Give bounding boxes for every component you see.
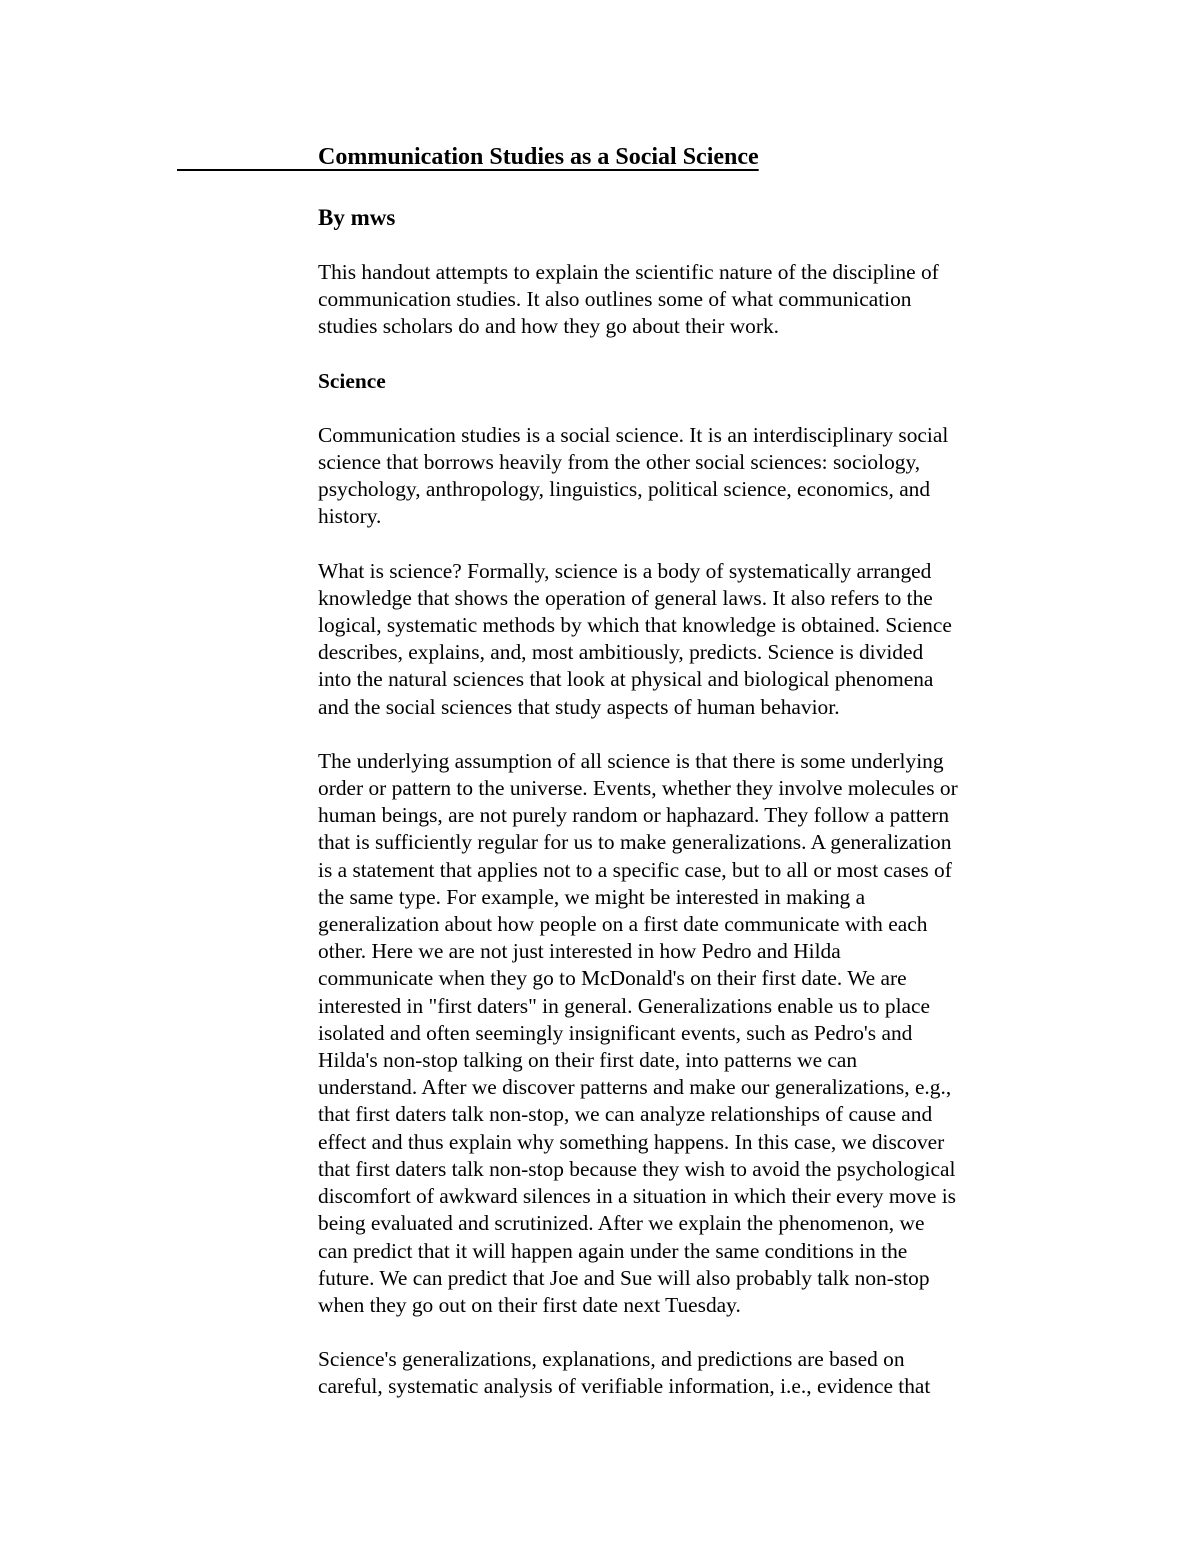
author-byline: By mws: [318, 205, 396, 230]
intro-paragraph: This handout attempts to explain the scientific nature of the discipline of communication studies. It also outlines some of what communication studies scholars do and how they go about their work.: [318, 260, 939, 339]
body-paragraph-2: What is science? Formally, science is a body of systematically arranged knowledge that shows the operation of general laws. It also refers to the logical, systematic methods by which that knowledge is obtained. Science describes, explains, and, most ambitiously, predicts. Science is divided into the natural sciences that look at physical and biological phenomena and the social sciences that study aspects of human behavior.: [318, 558, 952, 719]
body-paragraph-4: Science's generalizations, explanations, and predictions are based on careful, systematic analysis of verifiable information, i.e., evidence that: [318, 1347, 931, 1399]
body-paragraph-1: Communication studies is a social science. It is an interdisciplinary social science that borrows heavily from the other social sciences: sociology, psychology, anthropology, linguistics, political science, economics, and history.: [318, 422, 949, 529]
document-body: [318, 259, 1028, 1428]
document-title: Communication Studies as a Social Science: [318, 144, 759, 170]
title-rule: [177, 169, 318, 171]
section-heading-science: Science: [318, 368, 386, 393]
body-paragraph-3: The underlying assumption of all science is that there is some underlying order or pattern to the universe. Events, whether they involve molecules or human beings, are not purely random or haphazard. They follow a pattern that is sufficiently regular for us to make generalizations. A generalization is a statement that applies not to a specific case, but to all or most cases of the same type. For example, we might be interested in making a generalization about how people on a first date communicate with each other. Here we are not just interested in how Pedro and Hilda communicate when they go to McDonald's on their first date. We are interested in "first daters" in general. Generalizations enable us to place isolated and often seemingly insignificant events, such as Pedro's and Hilda's non-stop talking on their first date, into patterns we can understand. After we discover patterns and make our generalizations, e.g., that first daters talk non-stop, we can analyze relationships of cause and effect and thus explain why something happens. In this case, we discover that first daters talk non-stop because they wish to avoid the psychological discomfort of awkward silences in a situation in which their every move is being evaluated and scrutinized. After we explain the phenomenon, we can predict that it will happen again under the same conditions in the future. We can predict that Joe and Sue will also probably talk non-stop when they go out on their first date next Tuesday.: [318, 748, 958, 1317]
